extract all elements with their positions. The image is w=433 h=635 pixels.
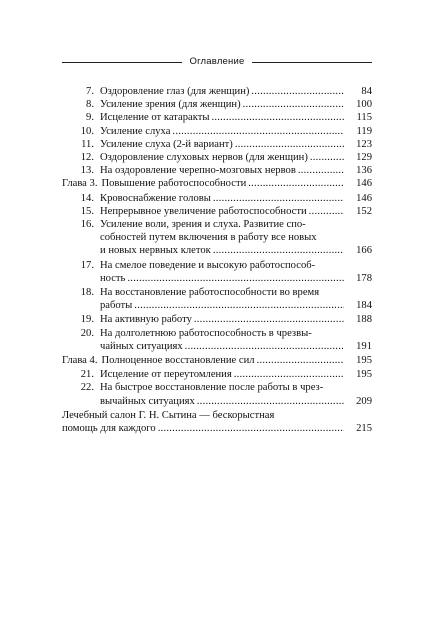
- toc-entry-title: помощь для каждого: [62, 423, 156, 435]
- toc-entry[interactable]: [62, 125, 372, 138]
- dot-leader: [172, 125, 344, 138]
- toc-entry-title: Усиление зрения (для женщин): [100, 99, 241, 111]
- toc-entry-number: 20.: [80, 327, 94, 339]
- toc-page-number: 84: [361, 86, 372, 97]
- toc-row: [62, 368, 372, 381]
- dot-leader: [213, 244, 344, 257]
- dot-leader: [251, 85, 344, 98]
- dot-leader: [235, 138, 344, 151]
- toc-entry[interactable]: [62, 192, 372, 205]
- toc-entry[interactable]: [62, 286, 372, 312]
- toc-entry-title: Исцеление от катаракты: [100, 112, 210, 124]
- toc-entry-lines: [100, 138, 372, 151]
- running-header: [62, 55, 372, 69]
- toc-entry-title: На активную работу: [100, 314, 192, 326]
- toc-entry-title: и новых нервных клеток: [100, 245, 211, 257]
- toc-entry-title: Оздоровление глаз (для женщин): [100, 86, 250, 97]
- toc-entry-number: 10.: [80, 125, 94, 137]
- toc-entry-title: Непрерывное увеличение работоспособности: [100, 205, 307, 217]
- header-title: Оглавление: [189, 56, 245, 67]
- toc-line: [101, 354, 372, 367]
- toc-entry-number: 9.: [86, 112, 94, 124]
- toc-page-number: 119: [356, 125, 372, 137]
- toc-row: [62, 286, 372, 312]
- toc-entry-number: 18.: [80, 287, 94, 299]
- toc-page-number: 152: [356, 205, 372, 217]
- toc-row: [62, 151, 372, 164]
- toc-entry-number: 12.: [80, 152, 94, 164]
- toc-page-number: 115: [356, 112, 372, 124]
- toc-entry-title: На восстановление работоспособности во время: [100, 287, 320, 299]
- toc-row: [62, 218, 372, 258]
- toc-row: [62, 205, 372, 218]
- toc-entry[interactable]: [62, 151, 372, 164]
- toc-entry[interactable]: [62, 205, 372, 218]
- toc-page-number: 184: [356, 300, 372, 312]
- toc-entry-lines: [100, 368, 372, 381]
- toc-row: [62, 111, 372, 124]
- dot-leader: [213, 192, 344, 205]
- toc-entry-lines: [100, 286, 372, 312]
- toc-entry-lines: [100, 125, 372, 138]
- toc-entry-title: На смелое поведение и высокую работоспособ-: [100, 259, 316, 271]
- toc-entry-title: На быстрое восстановление после работы в чрез-: [100, 382, 324, 394]
- toc-row: [62, 381, 372, 407]
- toc-entry-title: На долголетнюю работоспособность в чрезвы-: [100, 327, 312, 339]
- toc-entry[interactable]: [62, 313, 372, 326]
- toc-line: [100, 231, 372, 244]
- toc-entry-number: 16.: [80, 219, 94, 231]
- toc-entry-lines: [101, 177, 372, 190]
- toc-page-number: 191: [356, 340, 372, 352]
- toc-entry-title: Усиление слуха (2-й вариант): [100, 138, 233, 150]
- toc-line: [100, 313, 372, 326]
- toc-entry-title: работы: [100, 300, 133, 312]
- toc-entry-number: 13.: [80, 165, 94, 177]
- toc-entry-lines: [100, 111, 372, 124]
- toc-row: [62, 327, 372, 353]
- toc-entry[interactable]: [62, 98, 372, 111]
- toc-entry-number: 11.: [81, 138, 94, 150]
- toc-page-number: 136: [356, 165, 372, 177]
- toc-line: [101, 177, 372, 190]
- table-of-contents: [62, 85, 372, 436]
- toc-page-number: 146: [356, 192, 372, 204]
- toc-entry-title: чайных ситуациях: [100, 340, 183, 352]
- toc-entry-lines: [100, 164, 372, 177]
- toc-row: [62, 313, 372, 326]
- toc-entry-number: 7.: [86, 86, 94, 97]
- toc-page-number: 129: [356, 152, 372, 164]
- toc-page-number: 166: [356, 245, 372, 257]
- toc-row: [62, 409, 372, 435]
- toc-entry-number: 15.: [80, 205, 94, 217]
- toc-entry-title: вычайных ситуациях: [100, 395, 195, 407]
- toc-line: [100, 192, 372, 205]
- toc-page-number: 195: [356, 355, 372, 367]
- toc-entry-title: Исцеление от переутомления: [100, 369, 232, 381]
- dot-leader: [248, 177, 344, 190]
- toc-entry-title: Повышение работоспособности: [101, 178, 247, 190]
- dot-leader: [211, 111, 344, 124]
- toc-line: [100, 98, 372, 111]
- toc-line: [100, 340, 372, 353]
- toc-line: [100, 205, 372, 218]
- toc-entry-title: Кровоснабжение головы: [100, 192, 211, 204]
- toc-page-number: 100: [356, 99, 372, 111]
- toc-entry-title: На оздоровление черепно-мозговых нервов: [100, 165, 296, 177]
- toc-entry[interactable]: [62, 259, 372, 285]
- toc-page-number: 123: [356, 138, 372, 150]
- toc-entry-lines: [100, 98, 372, 111]
- toc-entry-lines: [100, 313, 372, 326]
- toc-entry-number: 22.: [80, 382, 94, 394]
- toc-entry-lines: [100, 151, 372, 164]
- toc-entry-number: 21.: [80, 369, 94, 381]
- toc-entry[interactable]: [62, 138, 372, 151]
- toc-line: [62, 422, 372, 435]
- toc-entry[interactable]: [62, 327, 372, 353]
- toc-entry-title: Усиление слуха: [100, 125, 171, 137]
- toc-line: [100, 164, 372, 177]
- toc-chapter-label: Глава 3.: [62, 178, 98, 190]
- toc-page-number: 188: [356, 314, 372, 326]
- toc-line: [100, 286, 372, 299]
- dot-leader: [298, 164, 344, 177]
- dot-leader: [234, 368, 344, 381]
- dot-leader: [309, 205, 344, 218]
- toc-line: [100, 368, 372, 381]
- toc-row: [62, 164, 372, 177]
- dot-leader: [134, 299, 344, 312]
- toc-row: [62, 354, 372, 367]
- dot-leader: [158, 422, 344, 435]
- toc-page-number: 209: [356, 395, 372, 407]
- toc-line: [100, 327, 372, 340]
- toc-chapter-entry[interactable]: [62, 177, 372, 190]
- dot-leader: [243, 98, 344, 111]
- toc-entry-title: Оздоровление слуховых нервов (для женщин): [100, 152, 308, 164]
- toc-entry-lines: [100, 205, 372, 218]
- toc-row: [62, 98, 372, 111]
- toc-closing-entry[interactable]: [62, 409, 372, 435]
- toc-page-number: 215: [356, 423, 372, 435]
- toc-entry-title: Лечебный салон Г. Н. Сытина — бескорыстная: [62, 409, 275, 421]
- toc-row: [62, 138, 372, 151]
- toc-row: [62, 125, 372, 138]
- toc-entry-title: Полноценное восстановление сил: [101, 355, 255, 367]
- toc-entry-number: 14.: [80, 192, 94, 204]
- toc-entry-lines: [100, 218, 372, 258]
- spacer: [62, 435, 372, 436]
- header-rule-right: [252, 62, 372, 63]
- dot-leader: [127, 272, 344, 285]
- toc-page-number: 195: [356, 369, 372, 381]
- toc-line: [100, 299, 372, 312]
- toc-line: [100, 272, 372, 285]
- toc-line: [100, 85, 372, 98]
- toc-line: [100, 218, 372, 231]
- toc-entry-lines: [62, 409, 372, 435]
- toc-line: [100, 151, 372, 164]
- dot-leader: [197, 395, 344, 408]
- toc-entry[interactable]: [62, 381, 372, 407]
- toc-line: [100, 111, 372, 124]
- toc-row: [62, 192, 372, 205]
- toc-row: [62, 259, 372, 285]
- toc-page-number: 146: [356, 178, 372, 190]
- toc-entry-title: Усиление воли, зрения и слуха. Развитие спо-: [100, 219, 306, 231]
- toc-entry-lines: [100, 381, 372, 407]
- toc-entry-lines: [100, 85, 372, 98]
- toc-line: [100, 259, 372, 272]
- toc-entry-number: 19.: [80, 314, 94, 326]
- toc-line: [100, 244, 372, 257]
- toc-entry-lines: [100, 192, 372, 205]
- dot-leader: [310, 151, 344, 164]
- toc-entry-number: 17.: [80, 259, 94, 271]
- toc-entry[interactable]: [62, 218, 372, 258]
- toc-entry-title: ность: [100, 272, 126, 284]
- dot-leader: [194, 313, 344, 326]
- toc-entry[interactable]: [62, 368, 372, 381]
- toc-chapter-entry[interactable]: [62, 354, 372, 367]
- toc-row: [62, 85, 372, 98]
- toc-entry[interactable]: [62, 111, 372, 124]
- toc-row: [62, 177, 372, 190]
- toc-chapter-label: Глава 4.: [62, 355, 98, 367]
- toc-line: [100, 381, 372, 394]
- toc-entry-lines: [100, 327, 372, 353]
- toc-page-number: 178: [356, 272, 372, 284]
- toc-line: [62, 409, 372, 422]
- toc-entry-title: собностей путем включения в работу все новых: [100, 232, 317, 244]
- toc-line: [100, 395, 372, 408]
- dot-leader: [185, 340, 344, 353]
- dot-leader: [257, 354, 344, 367]
- toc-entry[interactable]: [62, 164, 372, 177]
- toc-line: [100, 138, 372, 151]
- toc-entry[interactable]: [62, 85, 372, 98]
- toc-line: [100, 125, 372, 138]
- toc-entry-lines: [100, 259, 372, 285]
- toc-entry-number: 8.: [86, 99, 94, 111]
- toc-entry-lines: [101, 354, 372, 367]
